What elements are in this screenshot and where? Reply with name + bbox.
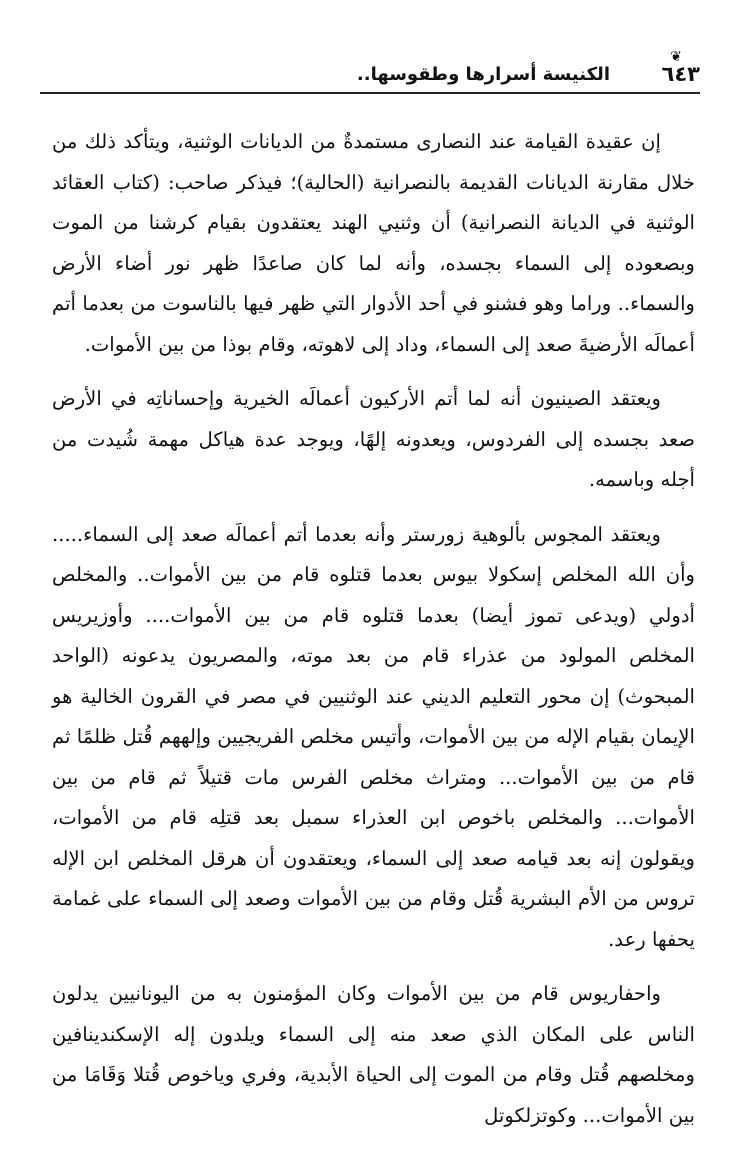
- header-rule: [40, 92, 700, 94]
- page-number: ٦٤٣: [661, 62, 700, 86]
- paragraph-2: ويعتقد الصينيون أنه لما أتم الأركيون أعمالَه الخيرية وإحساناتِه في الأرض صعد بجسده إلى الفردوس، ويعدونه إلهًا، ويوجد عدة هياكل مهمة شُيدت من أجله وباسمه.: [52, 387, 695, 491]
- page-body: [52, 122, 695, 1150]
- running-header: [40, 50, 700, 96]
- paragraph-4: واحفاريوس قام من بين الأموات وكان المؤمنون به من اليونانيين يدلون الناس على المكان الذي صعد منه إلى السماء ويلدون إله الإسكندينافين ومخلصهم قُتل وقام من الموت إلى الحياة الأبدية، وفري وياخوص قُتلا وَقَامَا من بين الأموات... وكوتزلكوتل: [52, 982, 695, 1127]
- book-title: الكنيسة أسرارها وطقوسها..: [356, 64, 610, 85]
- paragraph-1: إن عقيدة القيامة عند النصارى مستمدةٌ من الديانات الوثنية، ويتأكد ذلك من خلال مقارنة الديانات القديمة بالنصرانية (الحالية)؛ فيذكر صاحب: (كتاب العقائد الوثنية في الديانة النصرانية) أن وثنيي الهند يعتقدون بقيام كرشنا من الموت وبصعوده إلى السماء بجسده، وأنه لما كان صاعدًا ظهر نور أضاء الأرض والسماء.. وراما وهو فشنو في أحد الأدوار التي ظهر فيها بالناسوت من بعدما أتم أعمالَه الأرضيةَ صعد إلى السماء، وداد إلى لاهوته، وقام بوذا من بين الأموات.: [52, 130, 695, 356]
- paragraph-3: ويعتقد المجوس بألوهية زورستر وأنه بعدما أتم أعمالَه صعد إلى السماء..... وأن الله المخلص إسكولا بيوس بعدما قتلوه قام من بين الأموات.. والمخلص أدولي (ويدعى تموز أيضا) بعدما قتلوه قام من بين الأموات.... وأوزيريس المخلص المولود من عذراء قام من بعد موته، والمصريون يدعونه (الواحد المبحوث) إن محور التعليم الديني عند الوثنيين في مصر في القرون الخالية هو الإيمان بقيام الإله من بين الأموات، وأتيس مخلص الفريجيين وإلههم قُتل ظلمًا ثم قام من بين الأموات... ومتراث مخلص الفرس مات قتيلاً ثم قام من بين الأموات... والمخلص باخوص ابن العذراء سمبل بعد قتلِه قام من الأموات، ويقولون إنه بعد قيامه صعد إلى السماء، ويعتقدون أن هرقل المخلص ابن الإله تروس من الأم البشرية قُتل وقام من بين الأموات وصعد إلى السماء على غمامة يحفها رعد.: [52, 522, 695, 951]
- ornament-icon: ❦: [670, 49, 682, 65]
